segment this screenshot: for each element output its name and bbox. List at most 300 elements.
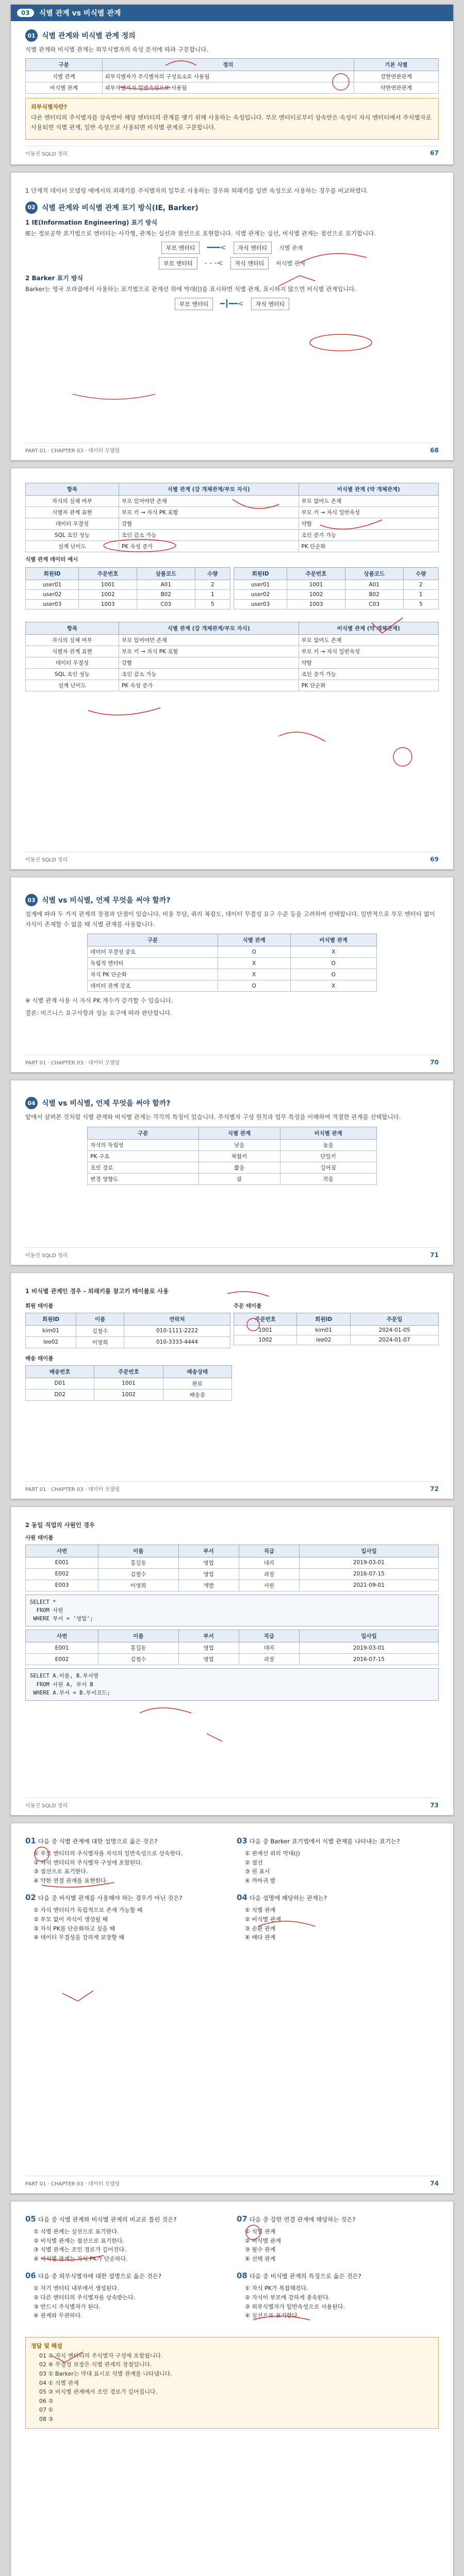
table-row [26,1336,230,1348]
table-cell: 짧음 [198,1162,280,1173]
table-row [26,496,439,507]
table-cell: 2019-03-01 [300,1557,439,1568]
answer-option[interactable]: ① 관계선 위의 막대(|) [245,1850,301,1857]
example-tables [25,1299,439,1351]
table-header: 부서 [178,1545,239,1557]
footer-label: PART 01 · CHAPTER 03 · 데이터 모델링 [25,1487,120,1493]
table-cell: lee02 [26,1336,76,1348]
answer-option[interactable]: ④ 선택 관계 [245,2255,276,2262]
table-cell: 2016-07-15 [300,1654,439,1665]
table-row [26,507,439,518]
table-header: 구분 [88,1127,198,1139]
table-cell: E002 [26,1654,98,1665]
answer-option[interactable]: ① 식별 관계 [245,1907,276,1914]
answer-line: 01 ② 자식 엔터티의 주식별자 구성에 포함됩니다. [39,2352,163,2359]
table-header: 비식별 관계 [280,1127,376,1139]
table-header: 주문번호 [234,1313,297,1325]
footer-label: PART 01 · CHAPTER 03 · 데이터 모델링 [25,1060,120,1066]
answer-option[interactable]: ④ 관계와 무관하다. [34,2312,82,2319]
table-row [26,541,439,552]
answer-title: 정답 및 해설 [31,2342,62,2349]
table-cell: 부모 있어야만 존재 [119,496,299,507]
table-cell: B02 [345,590,403,600]
table-cell: 식별자 관계 표현 [26,646,119,657]
page-footer [25,852,439,863]
example-table [25,567,230,609]
answer-option[interactable]: ③ 반드시 주식별자가 된다. [34,2303,101,2310]
page-footer [25,1247,439,1259]
section-title: 식별 관계와 비식별 관계 정의 [42,32,136,40]
table-header: 이름 [98,1545,178,1557]
table-cell: D02 [26,1389,94,1400]
table-cell: 김철수 [98,1568,178,1580]
table-cell: 완료 [163,1378,231,1389]
table-cell: 강함 [119,657,299,669]
table-cell: 자식의 실체 여부 [26,635,119,646]
question [25,1835,227,1885]
question-text: 다음 중 Barker 표기법에서 식별 관계를 나타내는 표기는? [249,1838,400,1845]
page-2 [10,172,454,461]
table-row [26,518,439,530]
table-header: 구분 [88,934,218,946]
table-cell: 작음 [280,1173,376,1184]
table-cell: user03 [234,600,287,609]
table-cell: 2024-01-07 [351,1335,439,1345]
conclusion-text: 결론: 비즈니스 요구사항과 성능 요구에 따라 판단합니다. [25,1009,172,1016]
section-title: 식별 관계와 비식별 관계 표기 방식(IE, Barker) [42,204,198,212]
paragraph: IE는 정보공학 표기법으로 엔터티는 사각형, 관계는 실선과 점선으로 표현합니다. 식별 관계는 실선, 비식별 관계는 점선으로 표기합니다. [25,229,376,237]
page-8 [10,1823,454,2194]
table-cell: 개발 [178,1580,239,1591]
question [237,2213,439,2263]
answer-line: 02 ④ 무결성 보장은 식별 관계의 장점입니다. [39,2361,152,2368]
table-cell: 외부식별자가 주식별자의 구성요소로 사용됨 [102,71,354,82]
question-columns [25,2213,439,2327]
table-cell: 높음 [280,1139,376,1150]
table-cell: 조인 증가 가능 [299,669,438,680]
table-cell: D01 [26,1378,94,1389]
question-column-right [237,2213,439,2327]
table-header: 배송상태 [163,1365,231,1378]
table-row [26,1557,439,1568]
section-badge: 03 [25,894,38,906]
section-intro: 식별 관계와 비식별 관계는 외부식별자의 속성 분석에 따라 구분합니다. [25,46,209,53]
footer-label: 이동진 SQLD 정리 [25,1803,68,1809]
table-row [26,1568,439,1580]
table-cell: 010-3333-4444 [124,1336,230,1348]
answer-option[interactable]: ① 자기 엔터티 내부에서 생성된다. [34,2285,119,2292]
table-cell: kim01 [297,1325,351,1335]
table-row [26,657,439,669]
table-header: 정의 [102,58,354,71]
table-header: 회원ID [234,568,287,580]
ie-notation-diagram [25,242,439,254]
sub-heading: 1 IE(Information Engineering) 표기 방식 [25,218,158,226]
question-number: 03 [237,1836,247,1845]
table-cell: PK 단순화 [299,680,438,691]
table-cell: 부모 키 → 자식 PK 포함 [119,507,299,518]
table-cell: user01 [26,580,79,590]
arrow-right-icon: ━━━< [207,244,226,252]
section-title: 식별 vs 비식별, 언제 무엇을 써야 할까? [42,1099,171,1108]
table-header: 입사일 [300,1545,439,1557]
section-title: 식별 vs 비식별, 언제 무엇을 써야 할까? [42,896,171,905]
table-row [26,669,439,680]
table-row [234,580,439,590]
table-cell: 홍길동 [98,1642,178,1654]
table-cell: O [218,946,290,958]
table-header: 주문번호 [94,1365,163,1378]
comparison-table [25,622,439,691]
table-cell: 외부식별자가 일반속성으로 사용됨 [102,82,354,93]
answer-option[interactable]: ② 자식이 부모에 강하게 종속된다. [245,2294,330,2301]
footer-label: 이동진 SQLD 정리 [25,857,68,863]
answer-option[interactable]: ① 부모 엔터티의 주식별자를 자식의 일반속성으로 상속한다. [34,1850,183,1857]
table-cell: 과장 [239,1568,299,1580]
table-header: 사번 [26,1545,98,1557]
answer-option[interactable]: ④ 배타 관계 [245,1934,276,1941]
table-cell: 부모 키 → 자식 일반속성 [299,646,438,657]
answer-option[interactable]: ② 다른 엔터티의 주식별자를 상속받는다. [34,2294,136,2301]
table-header: 입사일 [300,1630,439,1642]
question [25,2269,227,2320]
page-7 [10,1506,454,1816]
section-badge: 01 [25,29,38,42]
table-cell: 변경 영향도 [88,1173,198,1184]
table-cell: 강함 [119,518,299,530]
table-cell: 홍길동 [98,1557,178,1568]
employee-table [25,1545,439,1591]
table-cell: O [290,969,376,980]
paragraph: Barker는 영국 오라클에서 사용하는 표기법으로 관계선 위에 막대(|)를 표시하면 식별 관계, 표시하지 않으면 비식별 관계입니다. [25,285,357,293]
barker-bar-icon: ━┃━━< [220,299,244,308]
table-cell: 김철수 [98,1654,178,1665]
page-5 [10,1080,454,1265]
table-cell: 1 [403,590,438,600]
table-cell: X [218,958,290,969]
answer-option[interactable]: ③ 점선으로 표기한다. [34,1868,88,1875]
table-cell: 부모 키 → 자식 PK 포함 [119,646,299,657]
section-badge: 02 [25,201,38,214]
answer-option[interactable]: ④ 까마귀 발 [245,1877,276,1884]
parent-entity: 부모 엔터티 [161,242,200,254]
answer-option[interactable]: ③ 자식 PK를 단순화하고 싶을 때 [34,1925,115,1932]
table-cell: 비식별 관계 [26,82,103,93]
table-row [26,1389,232,1400]
table-cell: 2 [195,580,230,590]
child-entity: 자식 엔터티 [230,257,269,269]
table-header: 식별 관계 [198,1127,280,1139]
child-entity: 자식 엔터티 [234,242,272,254]
table-cell: 대리 [239,1642,299,1654]
table-cell: 자식의 독립성 [88,1139,198,1150]
table-cell: 부모 키 → 자식 일반속성 [299,507,438,518]
answer-line: 04 ① 식별 관계 [39,2379,79,2386]
table-header: 비식별 관계 (약 개체관계) [299,483,438,496]
chapter-number: 03 [17,9,34,17]
table-row [26,646,439,657]
question-column-left [25,2213,227,2327]
delivery-table [25,1365,232,1401]
sql-code-block: SELECT * FROM 사원 WHERE 부서 = '영업'; [25,1595,439,1627]
table-cell: PK 구조 [88,1150,198,1162]
table-cell: O [218,980,290,992]
page-6 [10,1273,454,1499]
table-header: 주문번호 [79,568,137,580]
footer-label: 이동진 SQLD 정리 [25,151,68,157]
page-footer [25,443,439,454]
table-row [88,969,376,980]
question-column-left [25,1835,227,1948]
arrow-dashed-icon: - - -< [204,259,223,268]
section-heading [25,1097,439,1109]
table-cell: PK 속성 증가 [119,541,299,552]
page-1 [10,4,454,165]
page-number: 74 [430,2179,439,2187]
page-4 [10,877,454,1073]
table-cell: 1001 [234,1325,297,1335]
table-cell: 낮음 [198,1139,280,1150]
table-row [88,946,376,958]
table-cell: E001 [26,1557,98,1568]
answer-option[interactable]: ② 비식별 관계 [245,2237,281,2244]
table-cell: B02 [137,590,195,600]
table-cell: PK 단순화 [299,541,438,552]
table-header: 사번 [26,1630,98,1642]
page-number: 69 [430,855,439,863]
table-cell: SQL 조인 성능 [26,530,119,541]
table-cell: 데이터 무결성 [26,657,119,669]
question [237,1835,439,1885]
table-cell: 길어짐 [280,1162,376,1173]
table-row [26,530,439,541]
table-row [26,590,230,600]
answer-option[interactable]: ① 자식 엔터티가 독립적으로 존재 가능할 때 [34,1907,143,1914]
table-header: 이름 [76,1313,124,1325]
table-cell: 1003 [287,600,345,609]
page-3 [10,468,454,870]
answer-option[interactable]: ② 자식 엔터티의 주식별자 구성에 포함된다. [34,1859,143,1866]
page-footer [25,146,439,157]
answer-option[interactable]: ① 자식 PK가 복잡해진다. [245,2285,308,2292]
table-header: 상품코드 [137,568,195,580]
answer-option[interactable]: ② 부모 없이 자식이 생성될 때 [34,1916,108,1923]
answer-line: 07 ① [39,2406,54,2414]
example-tables [25,564,439,613]
table-cell: 약한연관관계 [354,82,438,93]
page-footer [25,1481,439,1493]
answer-option[interactable]: ② 비식별 관계 [245,1916,281,1923]
page-number: 67 [430,149,439,157]
table-cell: 데이터 관계 강조 [88,980,218,992]
table-cell: PK 속성 증가 [119,680,299,691]
question-text: 다음 중 외부식별자에 대한 설명으로 옳은 것은? [38,2273,161,2280]
table-cell: 부모 없어도 존재 [299,496,438,507]
table-row [26,600,230,609]
table-row [26,635,439,646]
answer-box [25,2337,439,2429]
section-heading [25,894,439,906]
table-cell: 영업 [178,1642,239,1654]
table-cell: 1002 [234,1335,297,1345]
table-cell: 과장 [239,1654,299,1665]
table-cell: 배송중 [163,1389,231,1400]
chapter-title: 식별 관계 vs 비식별 관계 [39,9,121,18]
table-row [234,590,439,600]
table-row [26,1378,232,1389]
table-cell: 큼 [198,1173,280,1184]
question-number: 06 [25,2271,36,2281]
table-header: 배송번호 [26,1365,94,1378]
table-row [26,580,230,590]
question-text: 다음 설명에 해당하는 관계는? [249,1894,327,1902]
section-heading [25,201,439,214]
table-row [26,1325,230,1336]
table-header: 부서 [178,1630,239,1642]
table-cell: E003 [26,1580,98,1591]
table-row [88,958,376,969]
section-intro: 1 비식별 관계인 경우 - 외래키를 참고키 테이블로 사용 [25,1287,169,1295]
parent-entity: 부모 엔터티 [159,257,197,269]
table-caption: 식별 관계 데이터 예시 [25,556,78,563]
table-cell: 대리 [239,1557,299,1568]
table-cell: 조인 감소 가능 [119,669,299,680]
answer-line: 08 ③ [39,2415,54,2422]
answer-option[interactable]: ④ 약한 연결 관계를 표현한다. [34,1877,108,1884]
table-cell: 강한연관관계 [354,71,438,82]
table-header: 상품코드 [345,568,403,580]
example-table [234,567,439,609]
table-cell: 설계 난이도 [26,680,119,691]
table-cell: user02 [234,590,287,600]
answer-option[interactable]: ③ 순환 관계 [245,1925,276,1932]
answer-option[interactable]: ① 식별 관계는 실선으로 표기한다. [34,2228,119,2235]
answer-option[interactable]: ① 식별 관계 [245,2228,276,2235]
answer-option[interactable]: ④ 비식별 관계는 자식 PK가 단순하다. [34,2255,128,2262]
footer-label: PART 01 · CHAPTER 03 · 데이터 모델링 [25,2181,120,2187]
answer-option[interactable]: ④ 데이터 무결성을 강하게 보장할 때 [34,1934,125,1941]
table-header: 비식별 관계 [290,934,376,946]
table-cell: 1002 [94,1389,163,1400]
table-header: 회원ID [297,1313,351,1325]
table-cell: 데이터 무결성 [26,518,119,530]
table-header: 항목 [26,483,119,496]
table-cell: 1001 [79,580,137,590]
table-cell: 2016-07-15 [300,1568,439,1580]
table-cell: 1001 [287,580,345,590]
table-cell: A01 [137,580,195,590]
page-number: 73 [430,1801,439,1809]
table-cell: 1002 [287,590,345,600]
member-table [25,1313,230,1348]
table-cell: 2 [403,580,438,590]
table-cell: 1 [195,590,230,600]
table-row [26,82,439,93]
question-text: 다음 중 비식별 관계를 사용해야 하는 경우가 아닌 것은? [38,1894,183,1902]
table-cell: 약함 [299,657,438,669]
answer-option[interactable]: ② 비식별 관계는 점선으로 표기한다. [34,2237,125,2244]
table-cell: 식별자 관계 표현 [26,507,119,518]
table-row [26,1642,439,1654]
question [25,2213,227,2263]
table-cell: 이영희 [98,1580,178,1591]
page-footer [25,1798,439,1809]
table-cell: X [290,946,376,958]
table-cell: 단일키 [280,1150,376,1162]
table-cell: user01 [234,580,287,590]
table-cell: 조인 증가 가능 [299,530,438,541]
tip-text: ※ 식별 관계 사용 시 자식 PK 개수가 증가할 수 있습니다. [25,997,173,1005]
table-cell: 김철수 [76,1325,124,1336]
note-box [25,98,439,140]
table-cell: 부모 있어야만 존재 [119,635,299,646]
table-cell: SQL 조인 성능 [26,669,119,680]
paragraph: 설계에 따라 두 가지 관계의 장점과 단점이 있습니다. 비용 부담, 쿼리 복잡도, 데이터 무결성 요구 수준 등을 고려하여 선택합니다. 일반적으로 부모 엔터티 없이 자식이 존재할 수 없을 때 식별 관계를 사용합니다. [25,910,435,928]
table-row [88,1139,376,1150]
footer-label: 이동진 SQLD 정리 [25,1253,68,1259]
table-header: 수량 [403,568,438,580]
table-cell: 이영희 [76,1336,124,1348]
table-header: 식별 관계 [218,934,290,946]
table-caption: 회원 테이블 [25,1302,54,1309]
table-cell: 5 [403,600,438,609]
table-header: 수량 [195,568,230,580]
answer-option[interactable]: ③ 식별 관계는 조인 경로가 길어진다. [34,2246,126,2253]
table-header: 기본 식별 [354,58,438,71]
table-cell: 사원 [239,1580,299,1591]
question-text: 다음 중 식별 관계와 비식별 관계의 비교로 틀린 것은? [38,2216,177,2223]
question-columns [25,1835,439,1948]
paragraph: 앞에서 살펴본 것처럼 식별 관계와 비식별 관계는 각각의 특징이 있습니다. 주식별자 구성 원칙과 업무 특성을 이해하여 적절한 관계를 선택합니다. [25,1113,401,1121]
answer-option[interactable]: ③ 원 표시 [245,1868,270,1875]
answer-option[interactable]: ③ 필수 관계 [245,2246,276,2253]
table-header: 식별 관계 (강 개체관계/부모 자식) [119,483,299,496]
page-number: 72 [430,1485,439,1493]
table-header: 항목 [26,622,119,635]
table-cell: 영업 [178,1557,239,1568]
table-header: 직급 [239,1545,299,1557]
note-title: 외부식별자란? [31,103,68,110]
table-header: 비식별 관계 (약 개체관계) [299,622,438,635]
table-cell: user02 [26,590,79,600]
question-number: 01 [25,1836,36,1845]
comparison-table [25,483,439,552]
table-row [88,1162,376,1173]
table-caption: 배송 테이블 [25,1355,54,1362]
sub-heading: 2 Barker 표기 방식 [25,275,84,282]
table-cell: E001 [26,1642,98,1654]
table-cell: 010-1111-2222 [124,1325,230,1336]
chapter-banner [11,5,453,21]
question-number: 05 [25,2214,36,2224]
handwriting-annotation [11,173,454,461]
answer-option[interactable]: ③ 외부식별자가 일반속성으로 사용된다. [245,2303,345,2310]
answer-line: 06 ② [39,2397,54,2404]
question-text: 다음 중 식별 관계에 대한 설명으로 옳은 것은? [38,1838,158,1845]
note-body: 다른 엔터티의 주식별자를 상속받아 해당 엔터티의 관계를 맺기 위해 사용하는 속성입니다. 부모 엔터티로부터 상속받은 속성이 자식 엔터티에서 주식별자로 사용되면 식별 관계, 일반 속성으로 사용되면 비식별 관계로 구분합니다. [31,113,432,131]
section-heading [25,29,439,42]
table-cell: 데이터 무결성 중요 [88,946,218,958]
answer-option[interactable]: ④ 실선으로 표기한다. [245,2312,300,2319]
order-table [234,1313,439,1345]
table-caption: 주문 테이블 [234,1302,262,1309]
question-number: 07 [237,2214,247,2224]
table-cell: 독립적 엔터티 [88,958,218,969]
table-cell: 자식의 실체 여부 [26,496,119,507]
page-footer [25,1055,439,1066]
answer-option[interactable]: ② 점선 [245,1859,263,1866]
section-badge: 04 [25,1097,38,1109]
